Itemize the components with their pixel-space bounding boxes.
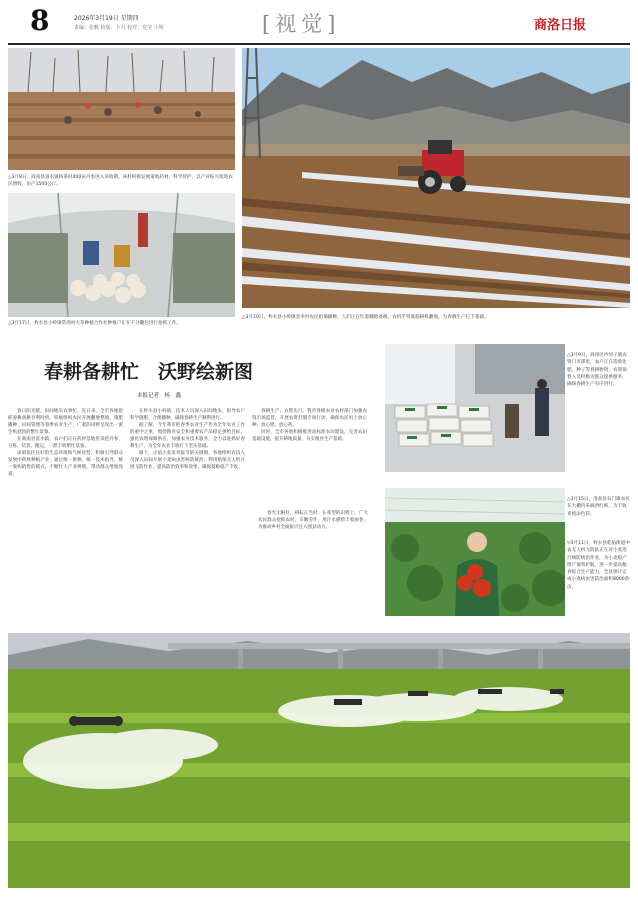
article-headline: 春耕备耕忙 沃野绘新图 xyxy=(44,361,254,383)
article-column-1 xyxy=(8,408,123,621)
header-rule xyxy=(8,43,630,45)
section-title: [视觉] xyxy=(262,12,341,36)
caption-greenhouse: △3月17日，柞水县小岭镇常湾村大草种植合作社种植户正在不分翻包进行抢抓工作。 xyxy=(8,321,182,326)
caption-fertilizer-store: △3月9日，商州区沙河子镇农资门市部里，农户正在选购化肥、种子等春耕物资，农资销售人员积极为群众提供服务，确保春耕生产有序进行。 xyxy=(567,353,627,388)
photo-tractor-plowing xyxy=(242,48,630,308)
article-paragraph: 在商南县富水镇，农户们正在药材基地里采挖丹参，分拣、装袋、搬运，一派丰收繁忙景象。 xyxy=(8,437,123,450)
article-paragraph: 该镇依托良好的生态环境和气候优势，积极引导群众发展中药材种植产业，通过统一供种、统一技术指导、统一收购销售的模式，不断壮大产业规模，带动群众增收致富。 xyxy=(8,451,123,478)
article-paragraph: 同时，全市各地积极推进高标准农田建设，完善农田基础设施，提升耕地质量，夯实粮食生产基础。 xyxy=(252,430,367,443)
photo-salvia-harvest xyxy=(8,48,235,170)
article-column-2 xyxy=(130,408,245,621)
caption-salvia-harvest: △3月8日，商南县富水镇杨茶村400亩丹参进入采收期。该村积极发展道地药材，科学管护，以产业振兴促进农民增收，亩产1500公斤。 xyxy=(8,175,233,188)
article-paragraph: 在柞水县小岭镇，技术人员深入田间地头，指导农户科学施肥、合理播种，确保春耕生产顺利进行。 xyxy=(130,409,245,422)
photo-fertilizer-store xyxy=(385,344,565,472)
article-paragraph: 春光无限好，耕耘正当时。在希望的田野上，广大农民群众抢抓农时，辛勤劳作，用汗水描绘丰收画卷，为推动乡村全面振兴注入强劲动力。 xyxy=(258,511,368,531)
newspaper-logo: 商洛日报 xyxy=(534,18,587,33)
article-paragraph: 眼下，正值小麦返青拔节的关键期，各地组织农技人员深入田间开展小麦病虫害统防统治，利用植保无人机开展飞防作业，提高防治效率和效果，确保夏粮稳产丰收。 xyxy=(130,451,245,471)
caption-tomato: △3月15日，洛南县石门镇农民在大棚内采摘西红柿，为丰收喜悦添色彩。 xyxy=(567,497,630,517)
article-column-3b xyxy=(258,510,368,621)
article-byline: 本报记者 杨 鑫 xyxy=(137,393,182,399)
photo-tomato-greenhouse xyxy=(385,488,565,616)
article-paragraph: 据了解，今年我市把春季农业生产作为全年农业工作的重中之重，围绕粮食安全和重要农产品稳定供给目标，强化农资保障供应，加强农业技术服务，全力以赴抓好春耕生产，为全年农业丰收打下坚实基础。 xyxy=(130,423,245,450)
page-header xyxy=(0,0,638,44)
editor-credits: 责编：张帆 校版：卜月 校对：党莹 小辉 xyxy=(74,25,164,31)
photo-greenhouse-sacks xyxy=(8,193,235,317)
issue-date: 2026年3月19日 星期四 xyxy=(74,15,139,22)
article-paragraph: 春耕生产，农资先行。我市各级农业农村部门加强农资市场监管，开展农资打假专项行动，确保农民用上放心种、放心肥、放心药。 xyxy=(252,409,367,429)
caption-drone-spraying: ▽3月11日，柞水县乾佑街道中农无人机飞防队正在对小麦进行统防统治作业，为小麦稳产增产保驾护航，进一步提高粮食综合生产能力，全县预计完成小麦病虫害防治面积8000余亩。 xyxy=(567,541,630,590)
page-number: 8 xyxy=(30,4,50,37)
article-paragraph: 春日阳光暖，田间地头农事忙。连日来，全市各地抢抓春耕备耕有利时机，积极组织农民开展翻地整地、施肥播种、田间管理等春季农业生产，广袤的田野呈现出一派生机勃勃的繁忙景象。 xyxy=(8,409,123,436)
photo-drone-spraying xyxy=(8,633,630,888)
caption-tractor: △3月10日，柞水县小岭镇金米村农民抢墒播种，人们正在忙着翻地备耕。农机手驾驶旋耕机翻地，为春耕生产打下基础。 xyxy=(242,315,489,320)
